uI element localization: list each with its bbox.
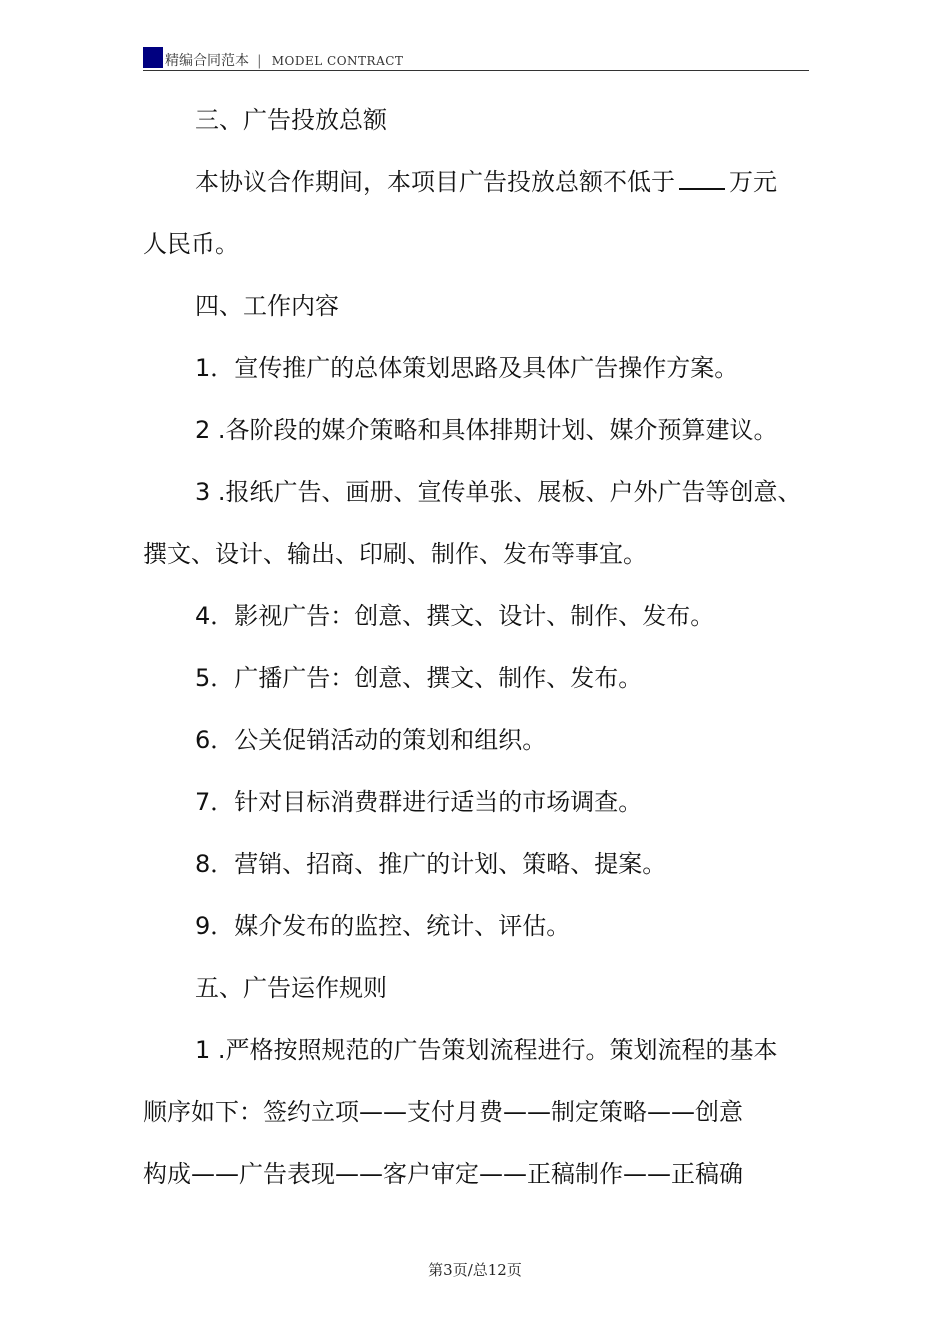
header-logo-square — [143, 47, 163, 68]
page-header — [143, 46, 809, 71]
section-heading-5: 五、广告运作规则 — [195, 974, 387, 1002]
list-item: 3 .报纸广告、画册、宣传单张、展板、户外广告等创意、 — [195, 478, 802, 506]
list-item-continuation: 撰文、设计、输出、印刷、制作、发布等事宜。 — [143, 540, 647, 568]
paragraph-continuation: 人民币。 — [143, 230, 239, 258]
paragraph-text: 本协议合作期间，本项目广告投放总额不低于 — [195, 168, 675, 196]
list-item: 2 .各阶段的媒介策略和具体排期计划、媒介预算建议。 — [195, 416, 778, 444]
header-text — [165, 50, 403, 70]
list-item: 7．针对目标消费群进行适当的市场调查。 — [195, 788, 643, 816]
list-item: 8．营销、招商、推广的计划、策略、提案。 — [195, 850, 667, 878]
list-item: 5．广播广告：创意、撰文、制作、发布。 — [195, 664, 643, 692]
header-separator: | — [257, 53, 262, 69]
header-title-en: MODEL CONTRACT — [271, 54, 404, 68]
paragraph-text-unit: 万元 — [729, 168, 777, 196]
header-title-cn: 精编合同范本 — [165, 53, 249, 69]
list-item: 1．宣传推广的总体策划思路及具体广告操作方案。 — [195, 354, 739, 382]
list-item: 1 .严格按照规范的广告策划流程进行。策划流程的基本 — [195, 1036, 778, 1064]
amount-blank — [679, 168, 725, 190]
section-heading-4: 四、工作内容 — [195, 292, 339, 320]
list-item-continuation: 构成——广告表现——客户审定——正稿制作——正稿确 — [143, 1160, 743, 1188]
section-heading-3: 三、广告投放总额 — [195, 106, 387, 134]
page-number: 第3页/总12页 — [428, 1261, 522, 1279]
list-item: 9．媒介发布的监控、统计、评估。 — [195, 912, 571, 940]
list-item: 6．公关促销活动的策划和组织。 — [195, 726, 547, 754]
list-item: 4．影视广告：创意、撰文、设计、制作、发布。 — [195, 602, 715, 630]
list-item-continuation: 顺序如下：签约立项——支付月费——制定策略——创意 — [143, 1098, 743, 1126]
paragraph-total-amount — [195, 167, 777, 197]
